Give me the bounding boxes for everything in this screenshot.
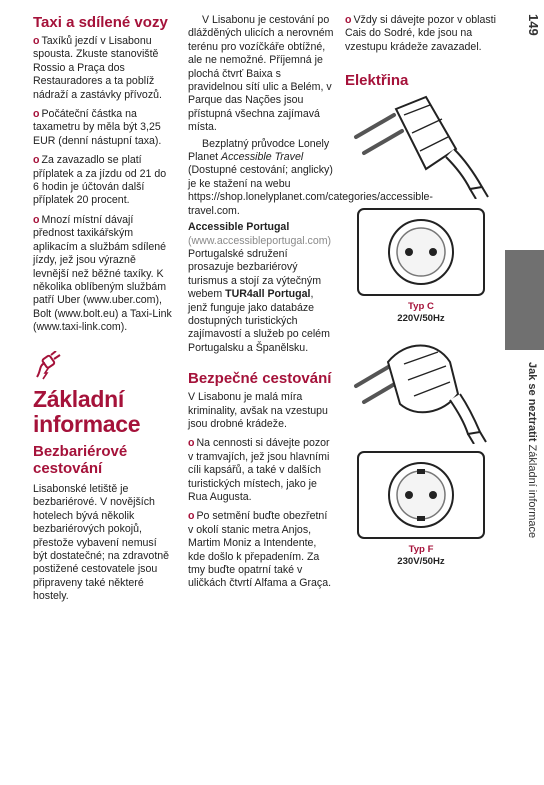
- accessible-travel-heading: Bezbariérové cestování: [33, 442, 128, 477]
- socket-c-spec: 220V/50Hz: [397, 312, 445, 324]
- list-item: [33, 154, 173, 208]
- accessible-portugal-name: Accessible Portugal: [188, 221, 290, 234]
- page-number: 149: [526, 14, 541, 36]
- socket-c-caption: [345, 301, 497, 324]
- bullet-icon: o: [188, 510, 195, 523]
- running-head: [508, 362, 538, 602]
- safety-intro: V Lisabonu je malá míra kriminality, avšak na vzestupu jsou drobné krádeže.: [188, 391, 328, 430]
- plug-c-illustration: [346, 89, 496, 199]
- socket-c-type: Typ C: [408, 301, 434, 313]
- accessible-paragraph: Lisabonské letiště je bezbariérové. V novějších hotelech bývá několik bezbariérových pokojů, přestože vybavení nemusí být dostatečné; na zdravotně postižené cestovatele jsou připraveny také některé hostely.: [33, 482, 170, 603]
- bullet-icon: o: [33, 108, 40, 121]
- taxi-item-text: Taxíků jezdí v Lisabonu spousta. Zkuste stanoviště Rossio a Praça dos Restauradores a ta poblíž nádraží a zastávky přívozů.: [33, 35, 162, 101]
- socket-f-illustration: [356, 450, 486, 540]
- column-1: [33, 14, 173, 610]
- list-item: [345, 14, 497, 54]
- plug-f-illustration: [346, 334, 496, 444]
- list-item: [33, 35, 173, 102]
- running-head-section: Základní informace: [526, 444, 538, 539]
- list-item: [188, 510, 334, 590]
- column-3: [345, 14, 497, 567]
- guide-text: (Dostupné cestování; anglicky) je ke stažení na webu https://shop.lonelyplanet.com/categories/accessible-travel.com.: [188, 164, 433, 217]
- safety-item-text: Po setmění buďte obezřetní v okolí stanic metra Anjos, Martim Moniz a Intendente, kde došlo k přepadením. Za tmy buďte opatrní také v uličkách čtvrtí Alfama a Graça.: [188, 510, 332, 590]
- accessible-paragraph: V Lisabonu je cestování po dlážděných ulicích a nerovném terénu pro vozíčkáře obtížné, ale ne nemožné. Příjemná je plochá čtvrť Baixa s pravidelnou sítí ulic a Belém, v Parque das Nações jsou přístupná všechna zajímavá místa.: [188, 14, 334, 134]
- guide-text: Bezplatný průvodce Lonely Planet: [188, 137, 330, 164]
- socket-f-caption: [345, 544, 497, 567]
- safety-item-text: Vždy si dávejte pozor v oblasti Cais do Sodré, kde jsou na vzestupu krádeže zavazadel.: [345, 14, 496, 53]
- socket-f-spec: 230V/50Hz: [397, 555, 445, 567]
- taxi-item-text: Za zavazadlo se platí příplatek a za jízdu od 21 do 6 hodin je účtován další příplatek 20 procent.: [33, 154, 167, 207]
- bullet-icon: o: [345, 14, 352, 26]
- bullet-icon: o: [33, 213, 40, 226]
- accessible-portugal-text: , jenž funguje jako databáze dostupných turistických zajímavostí a služeb po celém Portugalsku a Španělsku.: [188, 288, 330, 354]
- bullet-icon: o: [33, 154, 40, 167]
- accessible-portugal-text: Portugalské sdružení prosazuje bezbariérový turismus a stojí za výtečným webem: [188, 247, 322, 301]
- bullet-icon: o: [188, 437, 195, 450]
- guide-paragraph: [188, 137, 433, 218]
- taxi-item-text: Mnozí místní dávají přednost taxikářským aplikacím a službám sdílené jízdy, jež jsou výrazně levnější než běžné taxíky. K několika oblíbeným službám patří Uber (www.uber.com), Bolt (www.bolt.eu) a Taxi-Link (www.taxi-link.com).: [33, 213, 172, 334]
- tur4all-name: TUR4all Portugal: [225, 288, 311, 301]
- taxi-heading: Taxi a sdílené vozy: [33, 14, 168, 31]
- taxi-item-text: Počáteční částka na taxametru by měla být 3,25 EUR (denní nástupní taxa).: [33, 108, 162, 147]
- socket-c-illustration: [356, 207, 486, 297]
- socket-f-type: Typ F: [408, 544, 434, 556]
- bullet-icon: o: [33, 35, 40, 47]
- accessible-portugal-paragraph: [188, 221, 334, 355]
- list-item: [33, 214, 173, 335]
- basic-info-heading: Základní informace: [33, 385, 141, 437]
- section-tab: [505, 250, 544, 350]
- safety-heading: Bezpečné cestování: [188, 370, 332, 388]
- electricity-heading: Elektřina: [345, 72, 409, 90]
- accessible-portugal-url[interactable]: (www.accessibleportugal.com): [188, 234, 332, 247]
- list-item: [188, 437, 334, 504]
- running-head-chapter: Jak se neztratit: [526, 362, 538, 442]
- guide-title: Accessible Travel: [221, 151, 304, 164]
- plug-icon: [33, 351, 63, 381]
- safety-item-text: Na cennosti si dávejte pozor v tramvajích, jež jsou hlavními cíli kapsářů, a také v dalších turistických místech, jako je Rua Augusta.: [188, 437, 330, 503]
- list-item: [33, 108, 173, 148]
